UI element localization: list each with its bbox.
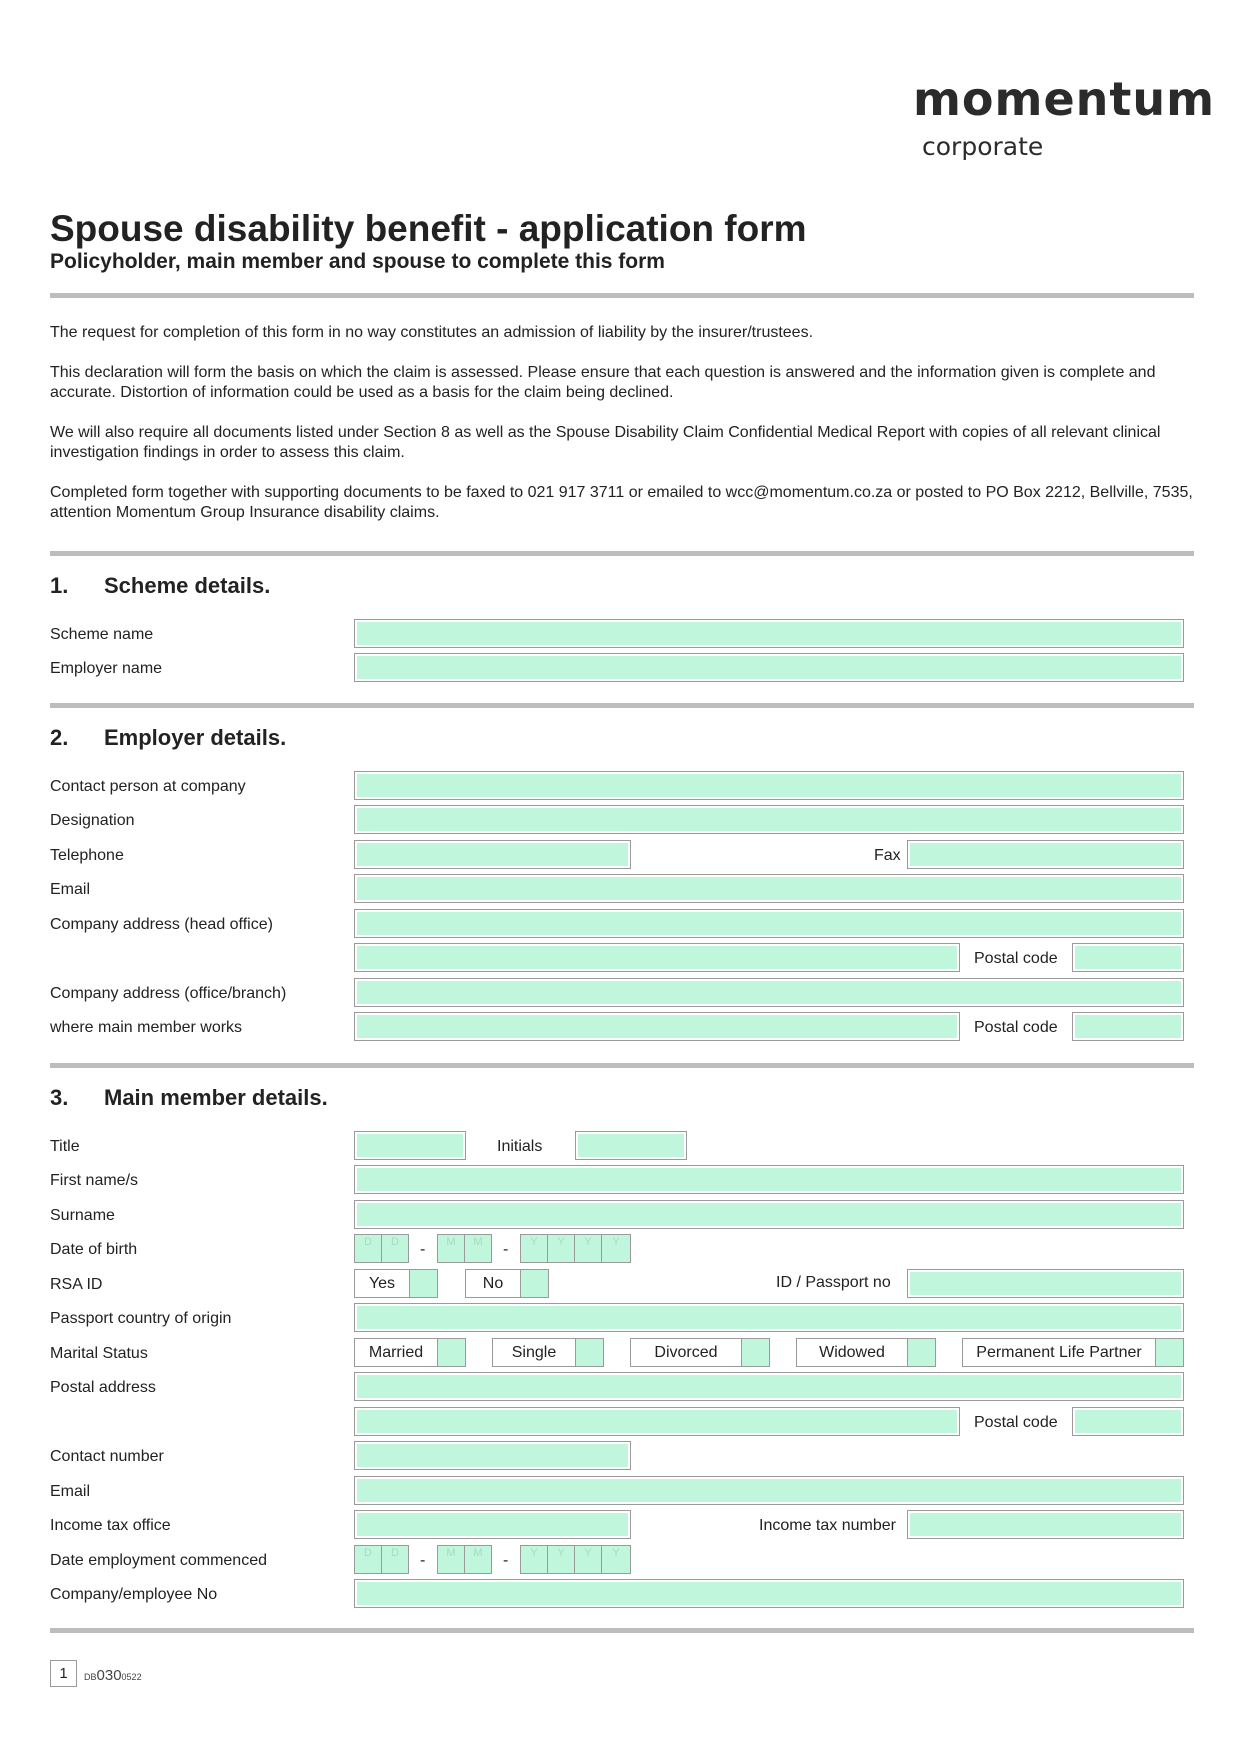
dob-year-3-cell[interactable]: Y bbox=[574, 1234, 602, 1263]
option-checkbox[interactable] bbox=[409, 1270, 437, 1297]
option-label: Permanent Life Partner bbox=[976, 1344, 1142, 1361]
scheme-name-label: Scheme name bbox=[50, 626, 154, 643]
divider bbox=[50, 1063, 1194, 1068]
where-member-works-label: where main member works bbox=[50, 1019, 243, 1036]
employer-name-input[interactable] bbox=[354, 653, 1184, 682]
option-checkbox[interactable] bbox=[437, 1339, 465, 1366]
emp-year-3-cell[interactable]: Y bbox=[574, 1545, 602, 1574]
income-tax-number-input[interactable] bbox=[907, 1510, 1184, 1539]
employer-name-label: Employer name bbox=[50, 660, 163, 677]
divider bbox=[50, 551, 1194, 556]
dob-day-2-cell[interactable]: D bbox=[381, 1234, 409, 1263]
intro-paragraph-2: This declaration will form the basis on which the claim is assessed. Please ensure that each question is answered and the information given is complete and accurate. Distortion of information could be used as a basis for the claim being declined. bbox=[50, 364, 1156, 401]
option-label: Yes bbox=[368, 1275, 396, 1292]
employer-email-input[interactable] bbox=[354, 874, 1184, 903]
employer-email-label: Email bbox=[50, 881, 91, 898]
income-tax-office-label: Income tax office bbox=[50, 1517, 171, 1534]
head-office-postal-code-input[interactable] bbox=[1072, 943, 1184, 972]
dob-year-2-cell[interactable]: Y bbox=[547, 1234, 575, 1263]
rsa-id-no-option[interactable] bbox=[465, 1269, 549, 1298]
dob-year-1-cell[interactable]: Y bbox=[520, 1234, 548, 1263]
emp-month-1-cell[interactable]: M bbox=[437, 1545, 465, 1574]
postal-address-line1-input[interactable] bbox=[354, 1372, 1184, 1401]
doc-code-suffix: 0522 bbox=[121, 1672, 142, 1682]
designation-input[interactable] bbox=[354, 805, 1184, 834]
member-postal-code-input[interactable] bbox=[1072, 1407, 1184, 1436]
intro-paragraph-3: We will also require all documents listed under Section 8 as well as the Spouse Disability Claim Confidential Medical Report with copies of all relevant clinical investigation findings in order to assess this claim. bbox=[50, 424, 1161, 461]
dob-month-2-cell[interactable]: M bbox=[464, 1234, 492, 1263]
dob-month-1-cell[interactable]: M bbox=[437, 1234, 465, 1263]
rsa-id-yes-option[interactable] bbox=[354, 1269, 438, 1298]
dob-label: Date of birth bbox=[50, 1241, 138, 1258]
income-tax-number-label: Income tax number bbox=[759, 1517, 896, 1534]
option-checkbox[interactable] bbox=[907, 1339, 935, 1366]
branch-postal-code-input[interactable] bbox=[1072, 1012, 1184, 1041]
title-input[interactable] bbox=[354, 1131, 466, 1160]
divider bbox=[50, 703, 1194, 708]
surname-input[interactable] bbox=[354, 1200, 1184, 1229]
postal-address-line2-input[interactable] bbox=[354, 1407, 960, 1436]
marital-single-option[interactable] bbox=[492, 1338, 604, 1367]
id-passport-label: ID / Passport no bbox=[776, 1274, 891, 1291]
section-title: Main member details. bbox=[104, 1085, 328, 1110]
contact-person-label: Contact person at company bbox=[50, 778, 246, 795]
initials-input[interactable] bbox=[575, 1131, 687, 1160]
company-employee-no-label: Company/employee No bbox=[50, 1586, 218, 1603]
title-label: Title bbox=[50, 1138, 80, 1155]
fax-label: Fax bbox=[874, 847, 901, 864]
initials-label: Initials bbox=[497, 1138, 543, 1155]
option-checkbox[interactable] bbox=[520, 1270, 548, 1297]
dob-day-1-cell[interactable]: D bbox=[354, 1234, 382, 1263]
logo-wordmark: momentum bbox=[913, 72, 1216, 126]
page-number: 1 bbox=[50, 1660, 77, 1687]
intro-paragraph-4: Completed form together with supporting documents to be faxed to 021 917 3711 or emailed to wcc@momentum.co.za or posted to PO Box 2212, Bellville, 7535, attention Momentum Group Insurance disability claims. bbox=[50, 484, 1193, 521]
section-number: 3. bbox=[50, 1085, 69, 1110]
date-separator: - bbox=[503, 1241, 509, 1258]
option-label: No bbox=[482, 1275, 504, 1292]
company-address-head-line2-input[interactable] bbox=[354, 943, 960, 972]
postal-code-label: Postal code bbox=[974, 1414, 1058, 1431]
fax-input[interactable] bbox=[907, 840, 1184, 869]
rsa-id-label: RSA ID bbox=[50, 1276, 103, 1293]
date-separator: - bbox=[420, 1552, 426, 1569]
option-checkbox[interactable] bbox=[1155, 1339, 1183, 1366]
document-code bbox=[84, 1668, 142, 1683]
postal-code-label: Postal code bbox=[974, 950, 1058, 967]
telephone-label: Telephone bbox=[50, 847, 124, 864]
divider bbox=[50, 1628, 1194, 1633]
scheme-name-input[interactable] bbox=[354, 619, 1184, 648]
dob-year-4-cell[interactable]: Y bbox=[601, 1234, 631, 1263]
member-email-input[interactable] bbox=[354, 1476, 1184, 1505]
emp-year-4-cell[interactable]: Y bbox=[601, 1545, 631, 1574]
marital-married-option[interactable] bbox=[354, 1338, 466, 1367]
page-title: Spouse disability benefit - application form bbox=[50, 208, 807, 249]
surname-label: Surname bbox=[50, 1207, 115, 1224]
emp-day-1-cell[interactable]: D bbox=[354, 1545, 382, 1574]
option-label: Divorced bbox=[654, 1344, 718, 1361]
contact-number-label: Contact number bbox=[50, 1448, 164, 1465]
marital-divorced-option[interactable] bbox=[630, 1338, 770, 1367]
member-email-label: Email bbox=[50, 1483, 91, 1500]
section-number: 1. bbox=[50, 573, 69, 598]
telephone-input[interactable] bbox=[354, 840, 631, 869]
date-separator: - bbox=[503, 1552, 509, 1569]
income-tax-office-input[interactable] bbox=[354, 1510, 631, 1539]
passport-country-input[interactable] bbox=[354, 1303, 1184, 1332]
emp-year-2-cell[interactable]: Y bbox=[547, 1545, 575, 1574]
emp-day-2-cell[interactable]: D bbox=[381, 1545, 409, 1574]
date-separator: - bbox=[420, 1241, 426, 1258]
company-address-branch-label: Company address (office/branch) bbox=[50, 985, 287, 1002]
postal-code-label: Postal code bbox=[974, 1019, 1058, 1036]
option-checkbox[interactable] bbox=[741, 1339, 769, 1366]
intro-paragraph-1: The request for completion of this form in no way constitutes an admission of liability by the insurer/trustees. bbox=[50, 324, 814, 341]
doc-code-main: 030 bbox=[96, 1667, 122, 1684]
company-address-branch-line2-input[interactable] bbox=[354, 1012, 960, 1041]
option-label: Widowed bbox=[819, 1344, 885, 1361]
designation-label: Designation bbox=[50, 812, 135, 829]
emp-month-2-cell[interactable]: M bbox=[464, 1545, 492, 1574]
company-address-head-line1-input[interactable] bbox=[354, 909, 1184, 938]
id-passport-input[interactable] bbox=[907, 1269, 1184, 1298]
page-subtitle: Policyholder, main member and spouse to complete this form bbox=[50, 250, 665, 273]
section-number: 2. bbox=[50, 725, 69, 750]
company-address-branch-line1-input[interactable] bbox=[354, 978, 1184, 1007]
option-label: Married bbox=[368, 1344, 424, 1361]
marital-widowed-option[interactable] bbox=[796, 1338, 936, 1367]
divider bbox=[50, 293, 1194, 298]
first-names-input[interactable] bbox=[354, 1165, 1184, 1194]
marital-life-partner-option[interactable] bbox=[962, 1338, 1184, 1367]
company-employee-no-input[interactable] bbox=[354, 1579, 1184, 1608]
option-label: Single bbox=[511, 1344, 557, 1361]
contact-person-input[interactable] bbox=[354, 771, 1184, 800]
doc-code-prefix: DB bbox=[84, 1672, 97, 1682]
date-employment-label: Date employment commenced bbox=[50, 1552, 267, 1569]
passport-country-label: Passport country of origin bbox=[50, 1310, 232, 1327]
section-title: Employer details. bbox=[104, 725, 287, 750]
first-names-label: First name/s bbox=[50, 1172, 139, 1189]
emp-year-1-cell[interactable]: Y bbox=[520, 1545, 548, 1574]
company-address-head-label: Company address (head office) bbox=[50, 916, 273, 933]
contact-number-input[interactable] bbox=[354, 1441, 631, 1470]
postal-address-label: Postal address bbox=[50, 1379, 156, 1396]
option-checkbox[interactable] bbox=[575, 1339, 603, 1366]
logo-subtitle: corporate bbox=[922, 132, 1044, 161]
section-title: Scheme details. bbox=[104, 573, 271, 598]
marital-status-label: Marital Status bbox=[50, 1345, 148, 1362]
